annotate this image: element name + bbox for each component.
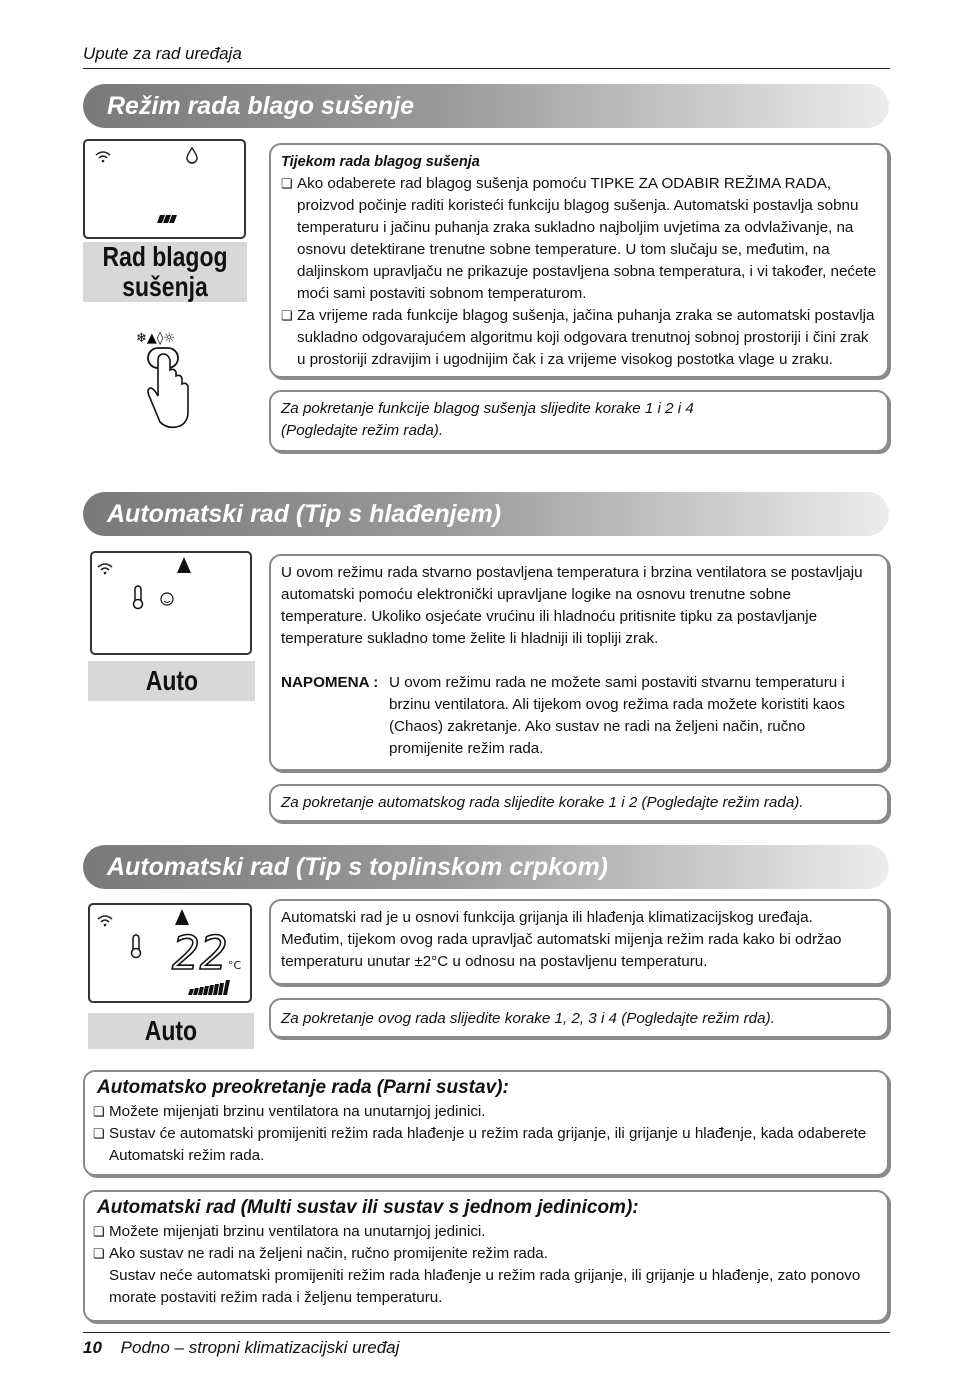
auto-cooling-steps-box bbox=[269, 784, 889, 822]
split-system-title: Automatsko preokretanje rada (Parni sustav): bbox=[97, 1077, 509, 1098]
dry-bullet-1: ❏ Ako odaberete rad blagog sušenja pomoću TIPKE ZA ODABIR REŽIMA RADA, proizvod počinje raditi koristeći funkciju blagog sušenja. Automatski postavlja sobnu temperaturu i jačinu puhanja zraka sukladno najboljim uvjetima za odvlaživanje, na osnovu detektirane trenutne sobne temperature. U tom slučaju se, međutim, na daljinskom upravljaču ne prikazuje postavljena sobna temperatura, i vi također, nećete moći sami postaviti sobnom temperaturom. bbox=[281, 173, 877, 305]
multi-bullet-2: ❏ Ako sustav ne radi na željeni način, ručno promijenite režim rada. bbox=[93, 1243, 875, 1265]
note-label: NAPOMENA : bbox=[281, 674, 379, 691]
heat-pump-text: Automatski rad je u osnovi funkcija grijanja ili hlađenja klimatizacijskog uređaja. Međutim, tijekom ovog rada upravljač automatski mijenja režim rada kako bi održao temperaturu unutar ±2°C u odnosu na postavljenu temperaturu. bbox=[281, 909, 842, 970]
thermometer-icon bbox=[134, 586, 143, 609]
drop-icon bbox=[187, 148, 197, 163]
fan-speed-icon bbox=[188, 980, 230, 995]
multi-system-box bbox=[83, 1190, 889, 1322]
dry-bullet-2: ❏ Za vrijeme rada funkcije blagog sušenja, jačina puhanja zraka se automatski postavlja sukladno odgovarajućem algoritmu koji odgovara trenutnoj sobnoj prostoriji i čini zrak u prostoriji zdravijim i ugodnijim čak i za vrijeme visokog postotka vlage u zraku. bbox=[281, 305, 877, 371]
remote-display-heat-pump bbox=[88, 903, 252, 1003]
auto-mode-icon bbox=[175, 909, 189, 925]
wifi-icon bbox=[96, 152, 110, 162]
display-label-auto-cooling-text: Auto bbox=[145, 665, 198, 696]
auto-mode-icon bbox=[177, 557, 191, 573]
mode-button-illustration bbox=[128, 326, 208, 436]
remote-display-dry bbox=[83, 139, 246, 239]
multi-system-title: Automatski rad (Multi sustav ili sustav s jednom jedinicom): bbox=[97, 1197, 639, 1218]
fan-speed-icon bbox=[157, 215, 177, 223]
footer-title: Podno – stropni klimatizacijski uređaj bbox=[120, 1338, 400, 1357]
page-number: 10 bbox=[83, 1338, 102, 1357]
display-unit: °C bbox=[228, 959, 242, 972]
split-bullet-1: ❏ Možete mijenjati brzinu ventilatora na unutarnjoj jedinici. bbox=[93, 1101, 875, 1123]
footer bbox=[83, 1338, 399, 1358]
mode-symbols-icon: ❄▲◊☼ bbox=[136, 331, 175, 346]
remote-display-auto-cooling bbox=[90, 551, 252, 655]
display-label-dry-text: Rad blagog sušenja bbox=[102, 241, 228, 302]
auto-cooling-info-box bbox=[269, 554, 889, 771]
heat-pump-steps-text: Za pokretanje ovog rada slijedite korake 1, 2, 3 i 4 (Pogledajte režim rda). bbox=[281, 1010, 775, 1027]
multi-bullet-1: ❏ Možete mijenjati brzinu ventilatora na unutarnjoj jedinici. bbox=[93, 1221, 875, 1243]
section-title-heat-pump: Automatski rad (Tip s toplinskom crpkom) bbox=[83, 845, 889, 889]
display-label-heat-pump bbox=[88, 1013, 254, 1049]
note-row bbox=[281, 672, 877, 760]
thermometer-icon bbox=[132, 935, 141, 958]
wifi-icon bbox=[98, 564, 112, 574]
heat-pump-steps-box bbox=[269, 998, 889, 1038]
remote-display-icons bbox=[85, 141, 244, 237]
dry-steps-text: Za pokretanje funkcije blagog sušenja slijedite korake 1 i 2 i 4 (Pogledajte režim rada). bbox=[281, 400, 694, 439]
display-temperature: 22 bbox=[172, 926, 228, 980]
display-label-auto-cooling bbox=[88, 661, 255, 701]
dry-steps-box bbox=[269, 390, 889, 452]
remote-display-icons-auto bbox=[92, 553, 250, 653]
display-label-heat-pump-text: Auto bbox=[144, 1015, 198, 1046]
auto-cooling-text: U ovom režimu rada stvarno postavljena temperatura i brzina ventilatora se postavljaju automatski pomoću elektronički upravljane logike na osnovu trenutne sobne temperature. Ukoliko osjećate vrućinu ili hladnoću pritisnite tipku za postavljanje temperature sukladno tome želite li hladniji ili topliji zrak. bbox=[281, 564, 863, 647]
auto-cooling-steps-text: Za pokretanje automatskog rada slijedite korake 1 i 2 (Pogledajte režim rada). bbox=[281, 794, 804, 811]
dry-info-box bbox=[269, 143, 889, 378]
display-label-dry bbox=[83, 242, 247, 302]
note-text: U ovom režimu rada ne možete sami postaviti stvarnu temperaturu i brzinu ventilatora. Ali tijekom ovog režima rada možete koristiti kaos (Chaos) zakretanje. Ako sustav ne radi na željeni način, ručno promijenite režim rada. bbox=[389, 674, 845, 757]
dry-info-heading: Tijekom rada blagog sušenja bbox=[281, 154, 480, 170]
split-bullet-2: ❏ Sustav će automatski promijeniti režim rada hlađenje u režim rada grijanje, ili grijanje u hlađenje, kada odaberete Automatski režim rada. bbox=[93, 1123, 875, 1167]
heat-pump-info-box bbox=[269, 899, 889, 985]
wifi-icon bbox=[98, 916, 112, 926]
section-title-dry: Režim rada blago sušenje bbox=[83, 84, 889, 128]
header-rule bbox=[83, 68, 890, 69]
running-title: Upute za rad uređaja bbox=[83, 44, 242, 63]
remote-display-icons-heat bbox=[90, 905, 250, 1001]
multi-line-3: Sustav neće automatski promijeniti režim rada hlađenje u režim rada grijanje, ili grijanje u hlađenje, zato ponovo morate postaviti režim rada i željenu temperaturu. bbox=[109, 1267, 861, 1306]
split-system-box bbox=[83, 1070, 889, 1176]
smile-icon bbox=[161, 593, 173, 605]
footer-rule bbox=[83, 1332, 890, 1333]
section-title-auto-cooling: Automatski rad (Tip s hlađenjem) bbox=[83, 492, 889, 536]
